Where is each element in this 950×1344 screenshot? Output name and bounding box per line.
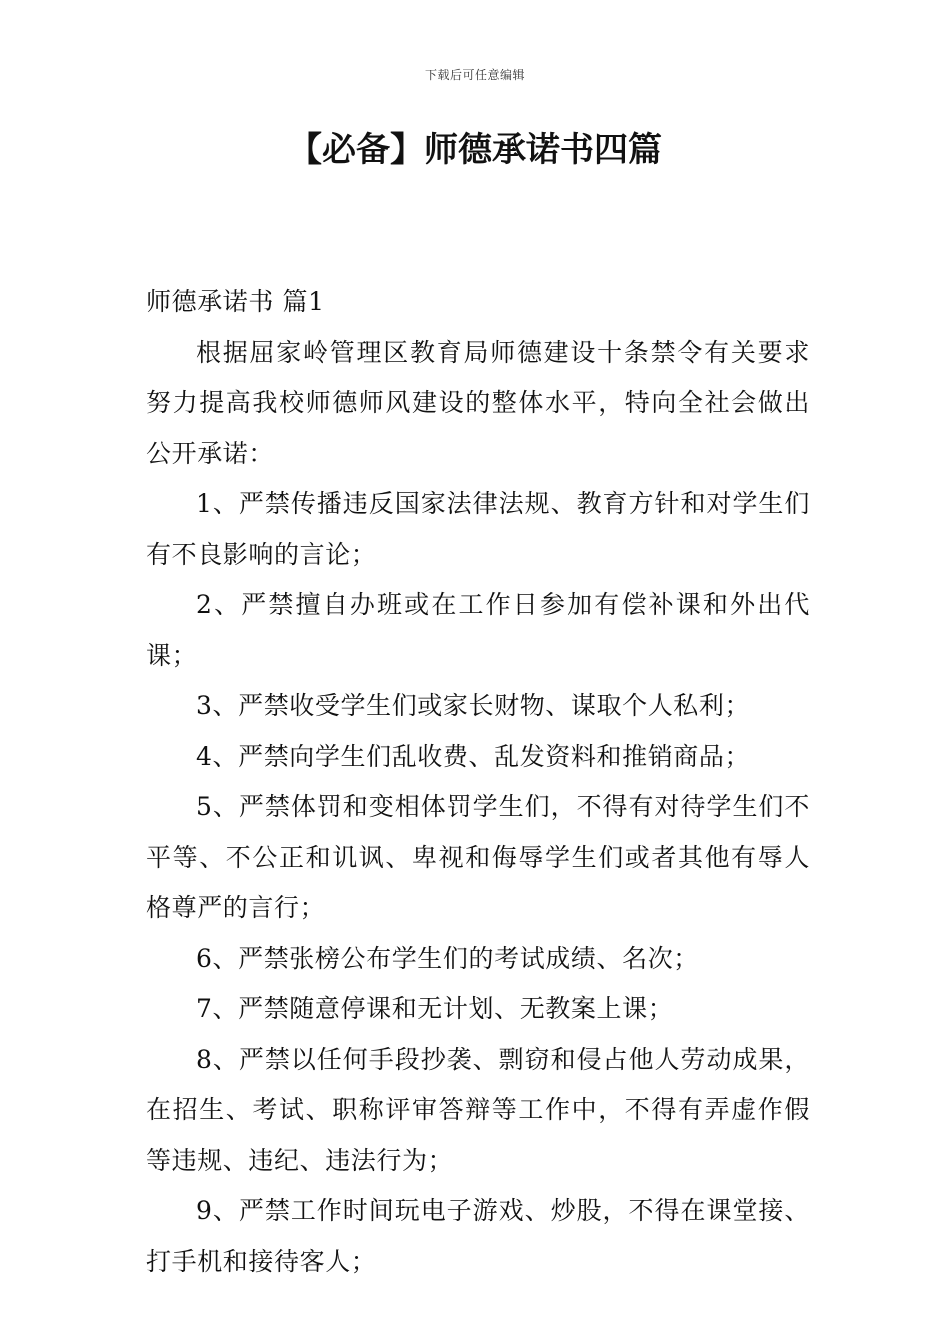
paragraph-item-4: 4、严禁向学生们乱收费、乱发资料和推销商品； bbox=[196, 741, 751, 771]
paragraph-item-7: 7、严禁随意停课和无计划、无教案上课； bbox=[196, 994, 674, 1023]
section-heading: 师德承诺书 篇1 bbox=[146, 287, 325, 316]
paragraph-item-6: 6、严禁张榜公布学生们的考试成绩、名次； bbox=[196, 943, 699, 973]
header-note: 下载后可任意编辑 bbox=[424, 68, 525, 82]
paragraph-item-9: 9、严禁工作时间玩电子游戏、炒股，不得在课堂接、打手机和接待客人； bbox=[146, 1196, 810, 1276]
document-body bbox=[146, 277, 810, 1287]
paragraph-item-5: 5、严禁体罚和变相体罚学生们，不得有对待学生们不平等、不公正和讥讽、卑视和侮辱学生们或者其他有辱人格尊严的言行； bbox=[146, 792, 810, 922]
document-title: 【必备】师德承诺书四篇 bbox=[288, 130, 662, 170]
paragraph-item-2: 2、严禁擅自办班或在工作日参加有偿补课和外出代课； bbox=[146, 590, 810, 670]
paragraph-intro: 根据屈家岭管理区教育局师德建设十条禁令有关要求努力提高我校师德师风建设的整体水平，特向全社会做出公开承诺： bbox=[146, 337, 810, 468]
paragraph-item-8: 8、严禁以任何手段抄袭、剽窃和侵占他人劳动成果，在招生、考试、职称评审答辩等工作中，不得有弄虚作假等违规、违纪、违法行为； bbox=[146, 1044, 810, 1175]
paragraph-item-1: 1、严禁传播违反国家法律法规、教育方针和对学生们有不良影响的言论； bbox=[146, 489, 810, 569]
paragraph-item-3: 3、严禁收受学生们或家长财物、谋取个人私利； bbox=[196, 691, 751, 720]
